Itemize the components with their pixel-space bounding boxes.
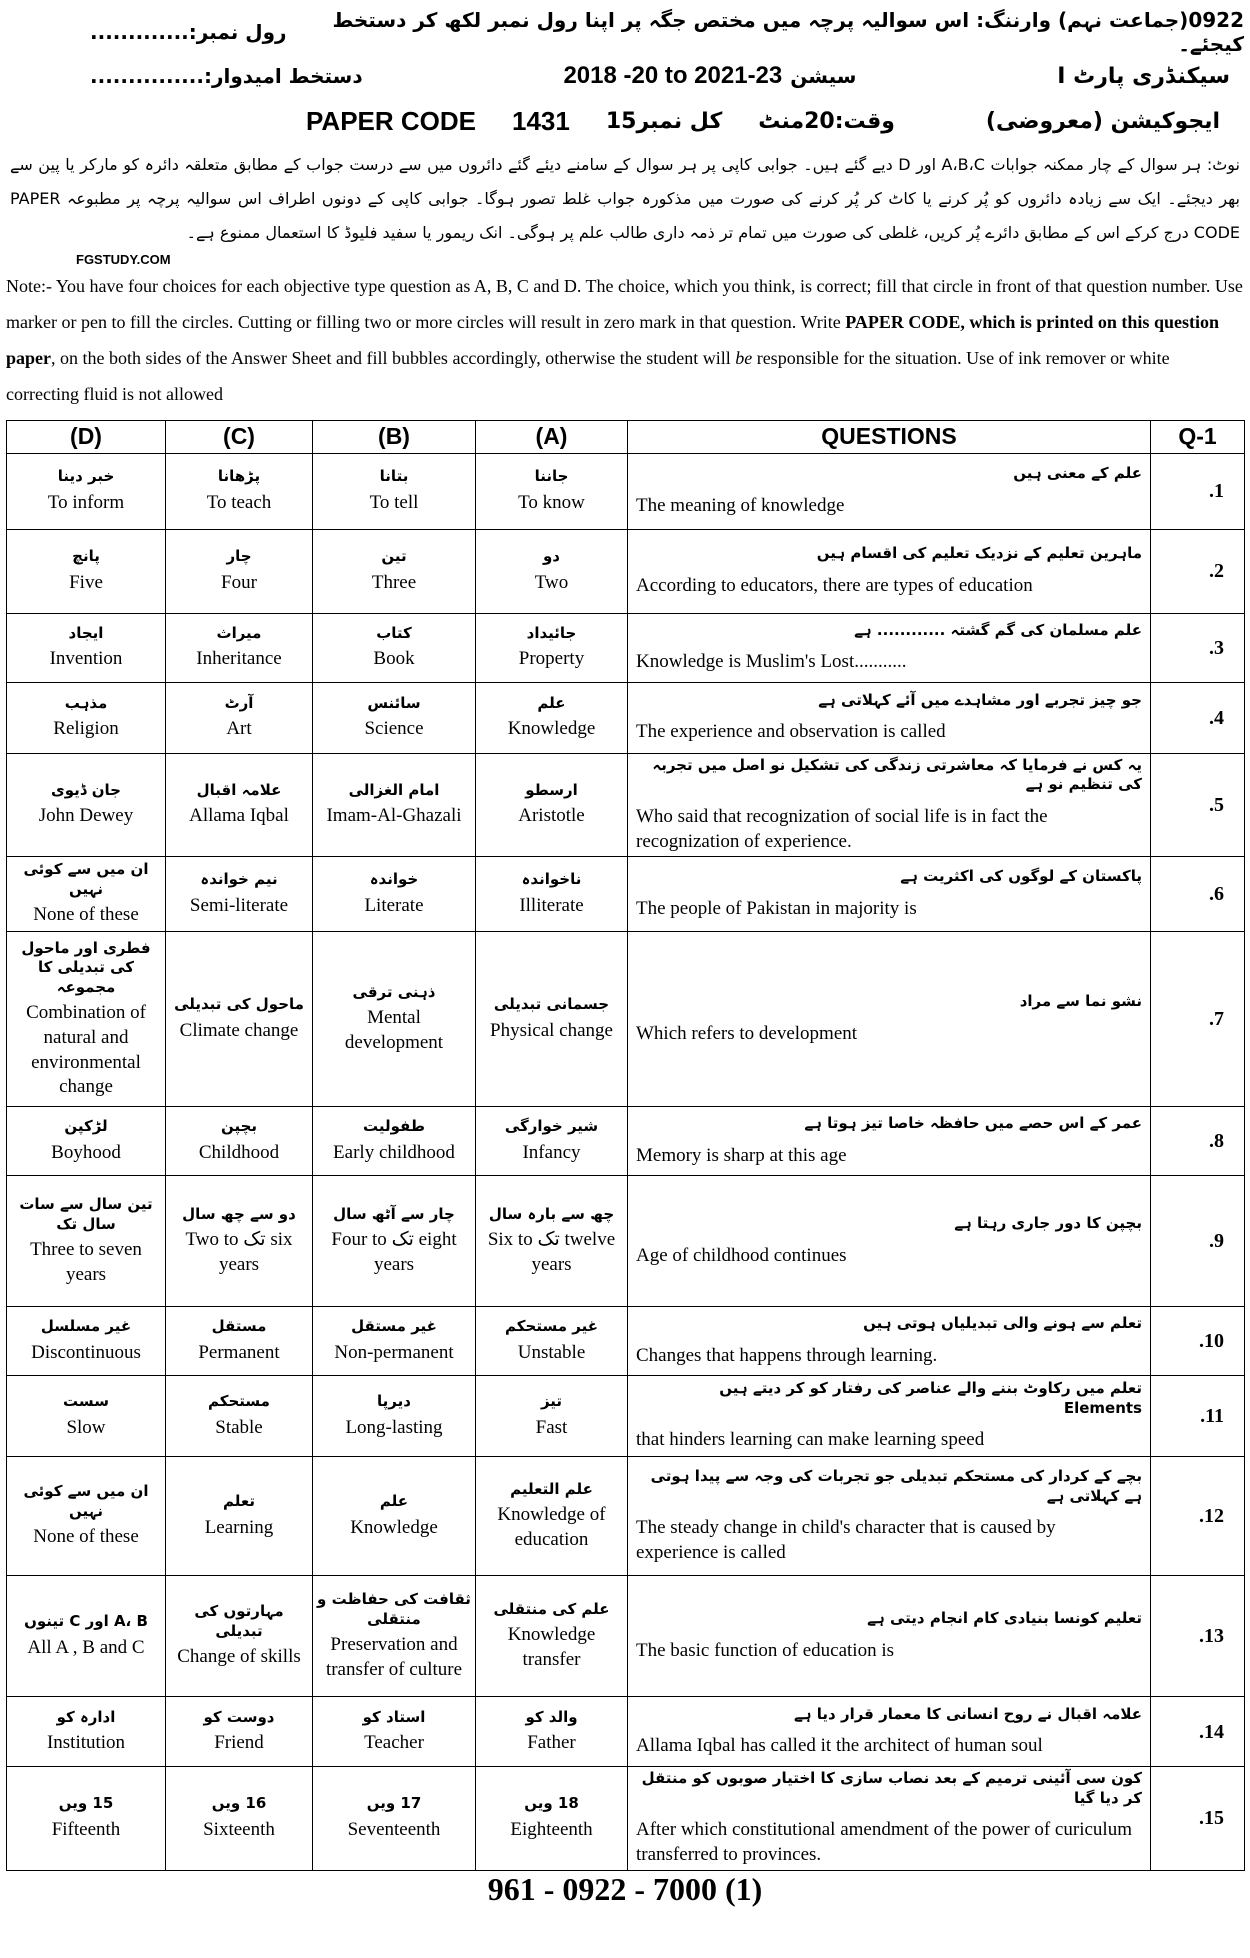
table-row [7, 1457, 1245, 1576]
question-number: .14 [1151, 1697, 1245, 1767]
option-d-urdu: پانچ [72, 547, 100, 566]
question [628, 857, 1151, 932]
option-c [166, 1767, 313, 1870]
option-d-urdu: 15 ویں [58, 1794, 114, 1813]
option-a [476, 1457, 628, 1576]
option-d-english: All A , B and C [27, 1636, 145, 1658]
option-b [313, 453, 476, 529]
table-row [7, 753, 1245, 856]
option-c [166, 1457, 313, 1576]
option-c-urdu: بچپن [220, 1117, 258, 1136]
option-a-english: Six to تک twelve years [487, 1229, 616, 1276]
option-c-urdu: دو سے چھ سال [182, 1204, 296, 1223]
option-a-urdu: تیز [540, 1392, 563, 1411]
option-d-urdu: A، B اور C تینوں [24, 1612, 148, 1631]
option-b-english: Teacher [364, 1732, 424, 1754]
question-urdu: تعلیم کونسا بنیادی کام انجام دیتی ہے [867, 1609, 1142, 1628]
question-number: .3 [1151, 613, 1245, 682]
table-row [7, 529, 1245, 613]
option-a-english: Aristotle [518, 805, 585, 827]
option-c [166, 1376, 313, 1457]
option-c-urdu: 16 ویں [211, 1794, 267, 1813]
option-b-english: Non-permanent [334, 1341, 454, 1363]
option-d-urdu: خبر دینا [57, 467, 115, 486]
table-row [7, 1376, 1245, 1457]
question-urdu: یہ کس نے فرمایا کہ معاشرتی زندگی کی تشکیل نو اصل میں تجربہ کی تنظیم نو ہے [652, 755, 1142, 794]
header-row-3 [6, 96, 1244, 146]
option-a [476, 1307, 628, 1376]
option-a [476, 1107, 628, 1176]
question [628, 613, 1151, 682]
question-english: The experience and observation is called [636, 721, 946, 743]
question-number: .11 [1151, 1376, 1245, 1457]
session: 2018 -20 to 2021-23 [563, 62, 783, 89]
option-c-urdu: دوست کو [203, 1707, 275, 1726]
option-c [166, 1576, 313, 1697]
option-c [166, 682, 313, 753]
question-number: .7 [1151, 932, 1245, 1107]
option-b [313, 932, 476, 1107]
option-d [7, 1697, 166, 1767]
table-row [7, 857, 1245, 932]
option-b-english: To tell [369, 491, 419, 513]
paper-code: 1431 [512, 105, 570, 136]
option-b-urdu: 17 ویں [366, 1794, 422, 1813]
option-d [7, 1307, 166, 1376]
question-english: that hinders learning can make learning speed [636, 1429, 985, 1451]
table-row [7, 613, 1245, 682]
option-a-english: Knowledge of education [497, 1504, 606, 1551]
time: وقت:20منٹ [758, 108, 895, 134]
option-c [166, 529, 313, 613]
option-d [7, 453, 166, 529]
option-a-english: Unstable [517, 1341, 586, 1363]
question-urdu: پاکستان کے لوگوں کی اکثریت ہے [900, 867, 1142, 886]
option-a [476, 529, 628, 613]
option-d-urdu: لڑکپن [64, 1117, 108, 1136]
option-b-urdu: استاد کو [362, 1707, 426, 1726]
header-b: (B) [313, 421, 476, 454]
question-urdu: علم مسلمان کی گم گشتہ ............ ہے [854, 620, 1142, 639]
option-d [7, 1457, 166, 1576]
option-d-urdu: غیر مسلسل [40, 1317, 132, 1336]
question-english: Which refers to development [636, 1022, 858, 1044]
option-a-urdu: غیر مستحکم [505, 1317, 598, 1336]
question-urdu: علامہ اقبال نے روح انسانی کا معمار قرار دیا ہے [793, 1704, 1142, 1723]
option-c-english: Two to تک six years [185, 1229, 293, 1276]
option-b-english: Literate [364, 894, 424, 916]
question-english: The basic function of education is [636, 1639, 895, 1661]
option-c-english: Change of skills [177, 1646, 301, 1668]
question [628, 1576, 1151, 1697]
option-d-urdu: جان ڈیوی [51, 780, 121, 799]
paper-code-label: PAPER CODE [306, 105, 476, 136]
option-b-urdu: غیر مستقل [351, 1317, 437, 1336]
option-d-english: Religion [53, 718, 119, 740]
question [628, 1376, 1151, 1457]
option-c-english: Four [221, 571, 257, 593]
option-a-english: Infancy [522, 1141, 581, 1163]
option-b [313, 1457, 476, 1576]
option-b [313, 753, 476, 856]
option-a [476, 1376, 628, 1457]
option-a-english: Eighteenth [510, 1818, 593, 1840]
table-row [7, 453, 1245, 529]
english-instructions [6, 268, 1244, 412]
option-c-english: To teach [206, 491, 272, 513]
option-d-urdu: سست [63, 1392, 109, 1411]
question-english: Changes that happens through learning. [636, 1344, 938, 1366]
option-a-english: Fast [535, 1416, 568, 1438]
option-a-english: Knowledge [507, 718, 596, 740]
question [628, 453, 1151, 529]
option-b [313, 1376, 476, 1457]
option-d [7, 1376, 166, 1457]
note-bold: PAPER CODE, which is printed on this question paper [6, 312, 1219, 368]
option-a [476, 932, 628, 1107]
option-c-urdu: چار [226, 547, 252, 566]
question-urdu: علم کے معنی ہیں [1013, 464, 1142, 483]
option-b [313, 1697, 476, 1767]
option-c-urdu: میراث [216, 623, 262, 642]
option-c [166, 613, 313, 682]
option-b [313, 1307, 476, 1376]
option-c-urdu: آرٹ [224, 693, 254, 712]
option-a-urdu: ارسطو [525, 780, 578, 799]
option-c-english: Permanent [198, 1341, 280, 1363]
option-d [7, 857, 166, 932]
option-a [476, 753, 628, 856]
question [628, 682, 1151, 753]
option-c-english: Friend [214, 1732, 264, 1754]
question-english: The meaning of knowledge [636, 494, 845, 516]
option-d-english: To inform [47, 491, 125, 513]
option-d-english: Fifteenth [51, 1818, 121, 1840]
session-box [563, 62, 856, 90]
question [628, 1107, 1151, 1176]
question-urdu: نشو نما سے مراد [1019, 992, 1142, 1011]
option-b-urdu: ذہنی ترقی [352, 982, 436, 1001]
warning-heading: 0922(جماعت نہم) وارننگ: اس سوالیہ پرچہ میں مختص جگہ پر اپنا رول نمبر لکھ کر دستخط کیجئے۔ [332, 8, 1244, 56]
option-a [476, 682, 628, 753]
option-c-english: Semi-literate [189, 894, 289, 916]
option-d-urdu: ان میں سے کوئی نہیں [23, 860, 149, 898]
question-number: .8 [1151, 1107, 1245, 1176]
note-text: , on the both sides of the Answer Sheet and fill bubbles accordingly, otherwise the student will [51, 348, 736, 368]
option-c-urdu: علامہ اقبال [196, 780, 282, 799]
option-a-urdu: جائیداد [526, 623, 577, 642]
question-number: .10 [1151, 1307, 1245, 1376]
option-d-english: Invention [49, 648, 123, 670]
option-c-english: Learning [204, 1516, 274, 1538]
option-c-urdu: مہارتوں کی تبدیلی [194, 1602, 284, 1640]
option-d [7, 529, 166, 613]
option-b-urdu: کتاب [376, 623, 412, 642]
question [628, 753, 1151, 856]
question-english: Memory is sharp at this age [636, 1144, 847, 1166]
option-d-english: John Dewey [38, 805, 134, 827]
option-d-english: Boyhood [51, 1141, 121, 1163]
option-d [7, 1107, 166, 1176]
question-urdu: ماہرین تعلیم کے نزدیک تعلیم کی اقسام ہیں [816, 544, 1142, 563]
option-c [166, 932, 313, 1107]
option-a-urdu: علم کی منتقلی [493, 1599, 610, 1618]
option-a-urdu: جسمانی تبدیلی [493, 995, 610, 1014]
option-d-english: Slow [66, 1416, 106, 1438]
option-b-urdu: خواندہ [369, 870, 419, 889]
option-c-urdu: پڑھانا [217, 467, 261, 486]
subject: ایجوکیشن (معروضی) [985, 108, 1220, 134]
roll-number-field: رول نمبر:............. [90, 20, 287, 44]
option-d [7, 1576, 166, 1697]
option-a [476, 1576, 628, 1697]
option-b-english: Mental development [344, 1007, 444, 1054]
question-english: The steady change in child's character that is caused by experience is called [636, 1517, 1056, 1563]
question-number: .5 [1151, 753, 1245, 856]
question-english: Who said that recognization of social life is in fact the recognization of experience. [636, 805, 1048, 852]
option-b-english: Book [373, 648, 415, 670]
question-number: .4 [1151, 682, 1245, 753]
header-qnum: Q-1 [1151, 421, 1245, 454]
option-c [166, 1307, 313, 1376]
option-b-english: Science [364, 718, 424, 740]
option-c-english: Climate change [179, 1019, 299, 1041]
option-c-english: Allama Iqbal [189, 805, 289, 827]
question-number: .12 [1151, 1457, 1245, 1576]
table-row [7, 1697, 1245, 1767]
option-a-urdu: دو [542, 547, 561, 566]
option-c-urdu: نیم خواندہ [200, 870, 278, 889]
option-a-urdu: علم التعلیم [510, 1479, 593, 1498]
question-number: .15 [1151, 1767, 1245, 1870]
option-a-english: Knowledge transfer [507, 1624, 596, 1671]
footer-code: 961 - 0922 - 7000 (1) [487, 1870, 763, 1907]
question [628, 932, 1151, 1107]
option-b [313, 1107, 476, 1176]
option-c [166, 857, 313, 932]
option-b-english: Long-lasting [345, 1416, 443, 1438]
option-b-english: Knowledge [350, 1516, 438, 1538]
question-number: .6 [1151, 857, 1245, 932]
option-d-english: Institution [46, 1732, 126, 1754]
option-a-english: Illiterate [519, 894, 584, 916]
option-a [476, 1767, 628, 1870]
option-a-english: To know [518, 491, 585, 513]
option-b [313, 1576, 476, 1697]
class-part: سیکنڈری پارٹ I [1057, 63, 1230, 89]
option-b-urdu: تین [381, 547, 407, 566]
option-a-english: Father [527, 1732, 576, 1754]
option-a-urdu: چھ سے بارہ سال [488, 1204, 615, 1223]
option-b [313, 1176, 476, 1307]
option-b [313, 682, 476, 753]
option-d-urdu: فطری اور ماحول کی تبدیلی کا مجموعہ [21, 938, 151, 996]
option-a-urdu: والد کو [525, 1707, 578, 1726]
option-b-urdu: طفولیت [363, 1117, 425, 1136]
table-row [7, 1176, 1245, 1307]
option-d [7, 932, 166, 1107]
option-c-english: Stable [215, 1416, 263, 1438]
question-english: Age of childhood continues [636, 1244, 847, 1266]
question [628, 1307, 1151, 1376]
option-b-english: Imam-Al-Ghazali [326, 805, 462, 827]
option-a-urdu: ناخواندہ [521, 870, 582, 889]
option-a-urdu: 18 ویں [524, 1794, 579, 1813]
option-d-urdu: تین سال سے سات سال تک [19, 1195, 153, 1233]
header-row-1 [6, 8, 1244, 56]
question-urdu: تعلم میں رکاوٹ بننے والے عناصر کی رفتار کو کر دیتے ہیں Elements [719, 1379, 1142, 1417]
header-row-2 [6, 56, 1244, 96]
option-b-urdu: امام الغزالی [348, 780, 440, 799]
option-b-english: Three [371, 571, 417, 593]
option-a-english: Physical change [490, 1019, 613, 1041]
option-a-urdu: علم [537, 693, 566, 712]
watermark: FGSTUDY.COM [76, 252, 171, 267]
table-row [7, 932, 1245, 1107]
question-urdu: کون سی آئینی ترمیم کے بعد نصاب سازی کا اختیار صوبوں کو منتقل کر دیا گیا [641, 1769, 1142, 1807]
table-row [7, 1307, 1245, 1376]
question [628, 1697, 1151, 1767]
question-urdu: عمر کے اس حصے میں حافظہ خاصا تیز ہوتا ہے [804, 1114, 1142, 1133]
header-c: (C) [166, 421, 313, 454]
option-c [166, 1697, 313, 1767]
option-b [313, 857, 476, 932]
question-english: Knowledge is Muslim's Lost........... [636, 651, 907, 673]
option-b [313, 1767, 476, 1870]
option-d-urdu: ایجاد [68, 623, 104, 642]
option-c-english: Childhood [198, 1141, 280, 1163]
question [628, 1457, 1151, 1576]
option-c-urdu: تعلم [223, 1492, 255, 1511]
option-b-urdu: دیرپا [377, 1392, 411, 1411]
option-c-urdu: مستحکم [208, 1392, 270, 1411]
option-c [166, 453, 313, 529]
option-b [313, 613, 476, 682]
option-d [7, 613, 166, 682]
option-d [7, 753, 166, 856]
option-d-english: Discontinuous [31, 1341, 141, 1363]
question-number: .9 [1151, 1176, 1245, 1307]
urdu-instructions: نوٹ: ہر سوال کے چار ممکنہ جوابات A،B،C اور D دیے گئے ہیں۔ جوابی کاپی پر ہر سوال کے سامنے دیئے گئے دائروں میں سے درست جواب کے مطابق متعلقہ دائرہ کو مارکر یا پین سے بھر دیجئے۔ ایک سے زیادہ دائروں کو پُر کرنے یا کاٹ کر پُر کرنے کی صورت میں مذکورہ جواب غلط تصور ہوگا۔ جوابی کاپی کے دونوں اطراف اس سوالیہ پرچہ پر مطبوعہ PAPER CODE درج کرکے اس کے مطابق دائرے پُر کریں، غلطی کی صورت میں تمام تر ذمہ داری طالب علم پر ہوگی۔ انک ریمور یا سفید فلیوڈ کا استعمال ممنوع ہے۔ [10, 155, 1241, 242]
option-c-english: Inheritance [196, 648, 282, 670]
question-number: .13 [1151, 1576, 1245, 1697]
option-c [166, 1176, 313, 1307]
option-c [166, 1107, 313, 1176]
option-d-urdu: مذہب [64, 693, 108, 712]
option-d-urdu: ان میں سے کوئی نہیں [23, 1482, 149, 1520]
option-c-english: Sixteenth [203, 1818, 275, 1840]
option-b-english: Seventeenth [347, 1818, 441, 1840]
question-english: According to educators, there are types of education [636, 574, 1033, 596]
option-c-english: Art [226, 718, 252, 740]
table-row [7, 1767, 1245, 1870]
note-text: Note:- You have four choices for each objective type question as A, B, C and D. The choice, which you think, is correct; fill that circle in front of that question number. Use marker or pen to fill the circles. Cutting or filling two or more circles will result in zero mark in that question. Write [6, 276, 1243, 332]
option-c [166, 753, 313, 856]
option-d-english: Five [69, 571, 103, 593]
header-a: (A) [476, 421, 628, 454]
option-b-urdu: بتانا [379, 467, 409, 486]
option-a-english: Property [518, 648, 585, 670]
option-d [7, 1767, 166, 1870]
header-d: (D) [7, 421, 166, 454]
option-b-urdu: علم [379, 1492, 409, 1511]
option-a [476, 1176, 628, 1307]
option-d-english: None of these [33, 904, 139, 926]
option-b-english: Preservation and transfer of culture [325, 1634, 463, 1680]
option-b-english: Four to تک eight years [331, 1229, 457, 1276]
table-row [7, 682, 1245, 753]
question-urdu: تعلم سے ہونے والی تبدیلیاں ہوتی ہیں [863, 1314, 1142, 1333]
option-a [476, 1697, 628, 1767]
option-d-english: Combination of natural and environmental change [26, 1002, 146, 1098]
question-number: .2 [1151, 529, 1245, 613]
table-row [7, 1107, 1245, 1176]
question-number: .1 [1151, 453, 1245, 529]
option-a [476, 857, 628, 932]
option-c-urdu: ماحول کی تبدیلی [174, 995, 304, 1014]
option-a-urdu: شیر خوارگی [504, 1117, 599, 1136]
session-label: سیشن [790, 64, 857, 88]
question [628, 1176, 1151, 1307]
note-italic: be [735, 348, 753, 368]
option-a [476, 453, 628, 529]
table-header [7, 421, 1245, 454]
option-a-urdu: جاننا [534, 467, 569, 486]
question-urdu: بچپن کا دور جاری رہتا ہے [954, 1214, 1142, 1233]
option-c-urdu: مستقل [211, 1317, 267, 1336]
question-urdu: بچے کے کردار کی مستحکم تبدیلی جو تجربات کی وجہ سے پیدا ہوتی ہے کہلاتی ہے [650, 1467, 1142, 1505]
option-d-urdu: ادارہ کو [56, 1707, 116, 1726]
question-urdu: جو چیز تجربے اور مشاہدے میں آئے کہلاتی ہے [818, 690, 1142, 709]
option-d-english: None of these [33, 1526, 139, 1548]
option-b-english: Early childhood [333, 1141, 455, 1163]
questions-table [6, 420, 1245, 1871]
option-d [7, 682, 166, 753]
candidate-signature-field: دستخط امیدوار:............... [90, 64, 363, 88]
option-a-english: Two [534, 571, 569, 593]
option-b-urdu: ثقافت کی حفاظت و منتقلی [317, 1590, 471, 1628]
option-d [7, 1176, 166, 1307]
option-b [313, 529, 476, 613]
note-text: responsible for the situation. Use of ink remover or white correcting fluid is not allowed [6, 348, 1170, 404]
question-english: The people of Pakistan in majority is [636, 897, 917, 919]
question [628, 529, 1151, 613]
question-english: Allama Iqbal has called it the architect of human soul [636, 1735, 1043, 1757]
table-row [7, 1576, 1245, 1697]
header-questions: QUESTIONS [628, 421, 1151, 454]
option-d-english: Three to seven years [30, 1239, 142, 1285]
option-a [476, 613, 628, 682]
question [628, 1767, 1151, 1870]
option-b-urdu: سائنس [367, 693, 421, 712]
question-english: After which constitutional amendment of the power of curiculum transferred to provinces. [636, 1819, 1132, 1865]
total-marks: کل نمبر15 [605, 108, 723, 134]
option-b-urdu: چار سے آٹھ سال [333, 1204, 455, 1223]
